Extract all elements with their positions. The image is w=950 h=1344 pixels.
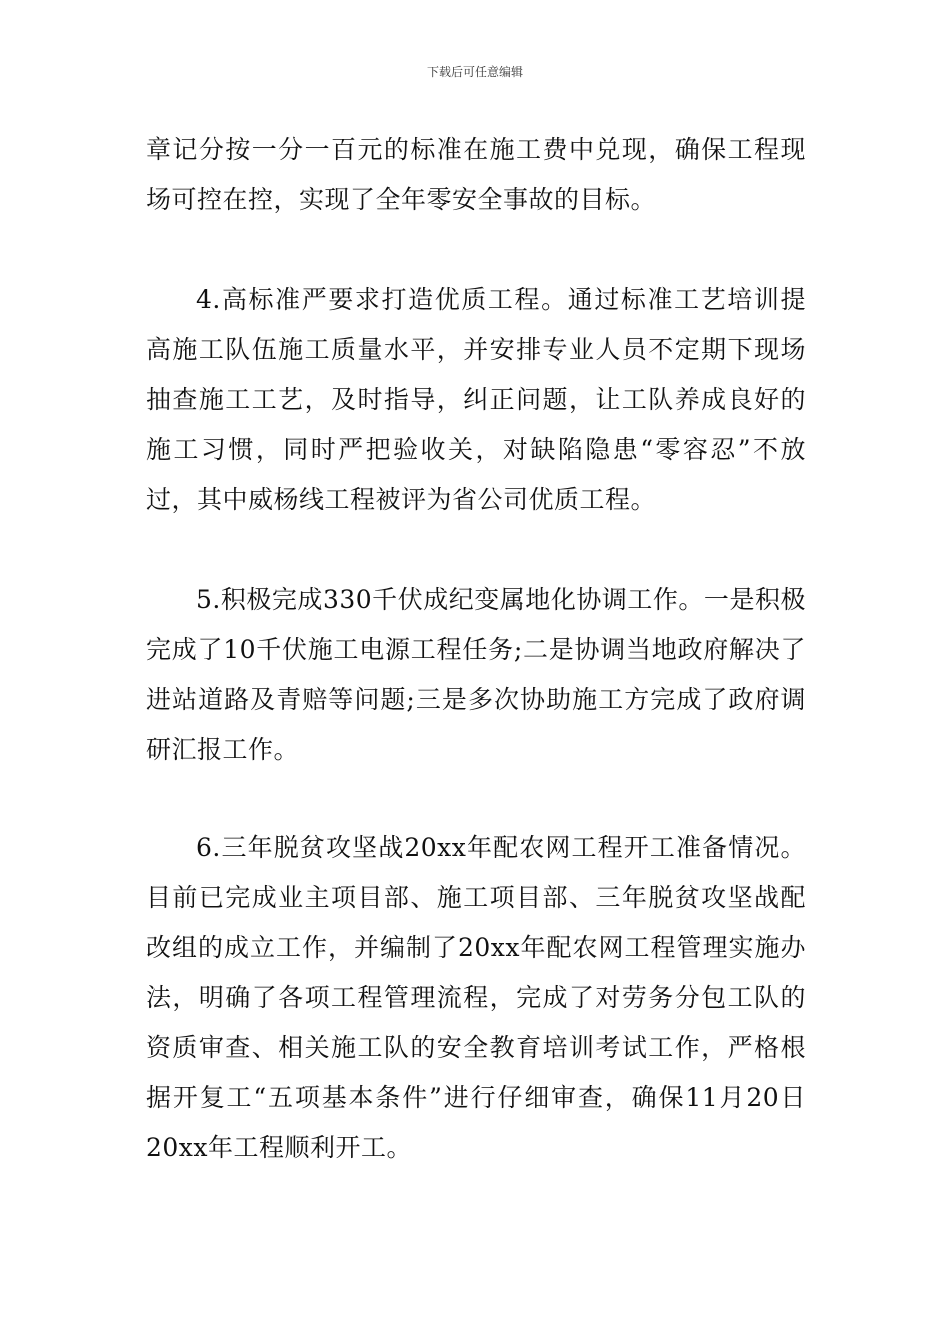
paragraph-item-4 (146, 275, 806, 525)
paragraph-text: 章记分按一分一百元的标准在施工费中兑现，确保工程现场可控在控，实现了全年零安全事故的目标。 (146, 135, 806, 214)
paragraph-continuation (146, 125, 806, 225)
paragraph-text: 4.高标准严要求打造优质工程。通过标准工艺培训提高施工队伍施工质量水平，并安排专业人员不定期下现场抽查施工工艺，及时指导，纠正问题，让工队养成良好的施工习惯，同时严把验收关，对缺陷隐患“零容忍”不放过，其中威杨线工程被评为省公司优质工程。 (146, 285, 806, 514)
paragraph-item-6 (146, 823, 806, 1173)
paragraph-text: 6.三年脱贫攻坚战20xx年配农网工程开工准备情况。目前已完成业主项目部、施工项目部、三年脱贫攻坚战配改组的成立工作，并编制了20xx年配农网工程管理实施办法，明确了各项工程管理流程，完成了对劳务分包工队的资质审查、相关施工队的安全教育培训考试工作，严格根据开复工“五项基本条件”进行仔细审查，确保11月20日20xx年工程顺利开工。 (146, 833, 806, 1162)
download-edit-note: 下载后可任意编辑 (426, 65, 523, 79)
paragraph-item-5 (146, 575, 806, 775)
paragraph-text: 5.积极完成330千伏成纪变属地化协调工作。一是积极完成了10千伏施工电源工程任务;二是协调当地政府解决了进站道路及青赔等问题;三是多次协助施工方完成了政府调研汇报工作。 (146, 585, 806, 764)
